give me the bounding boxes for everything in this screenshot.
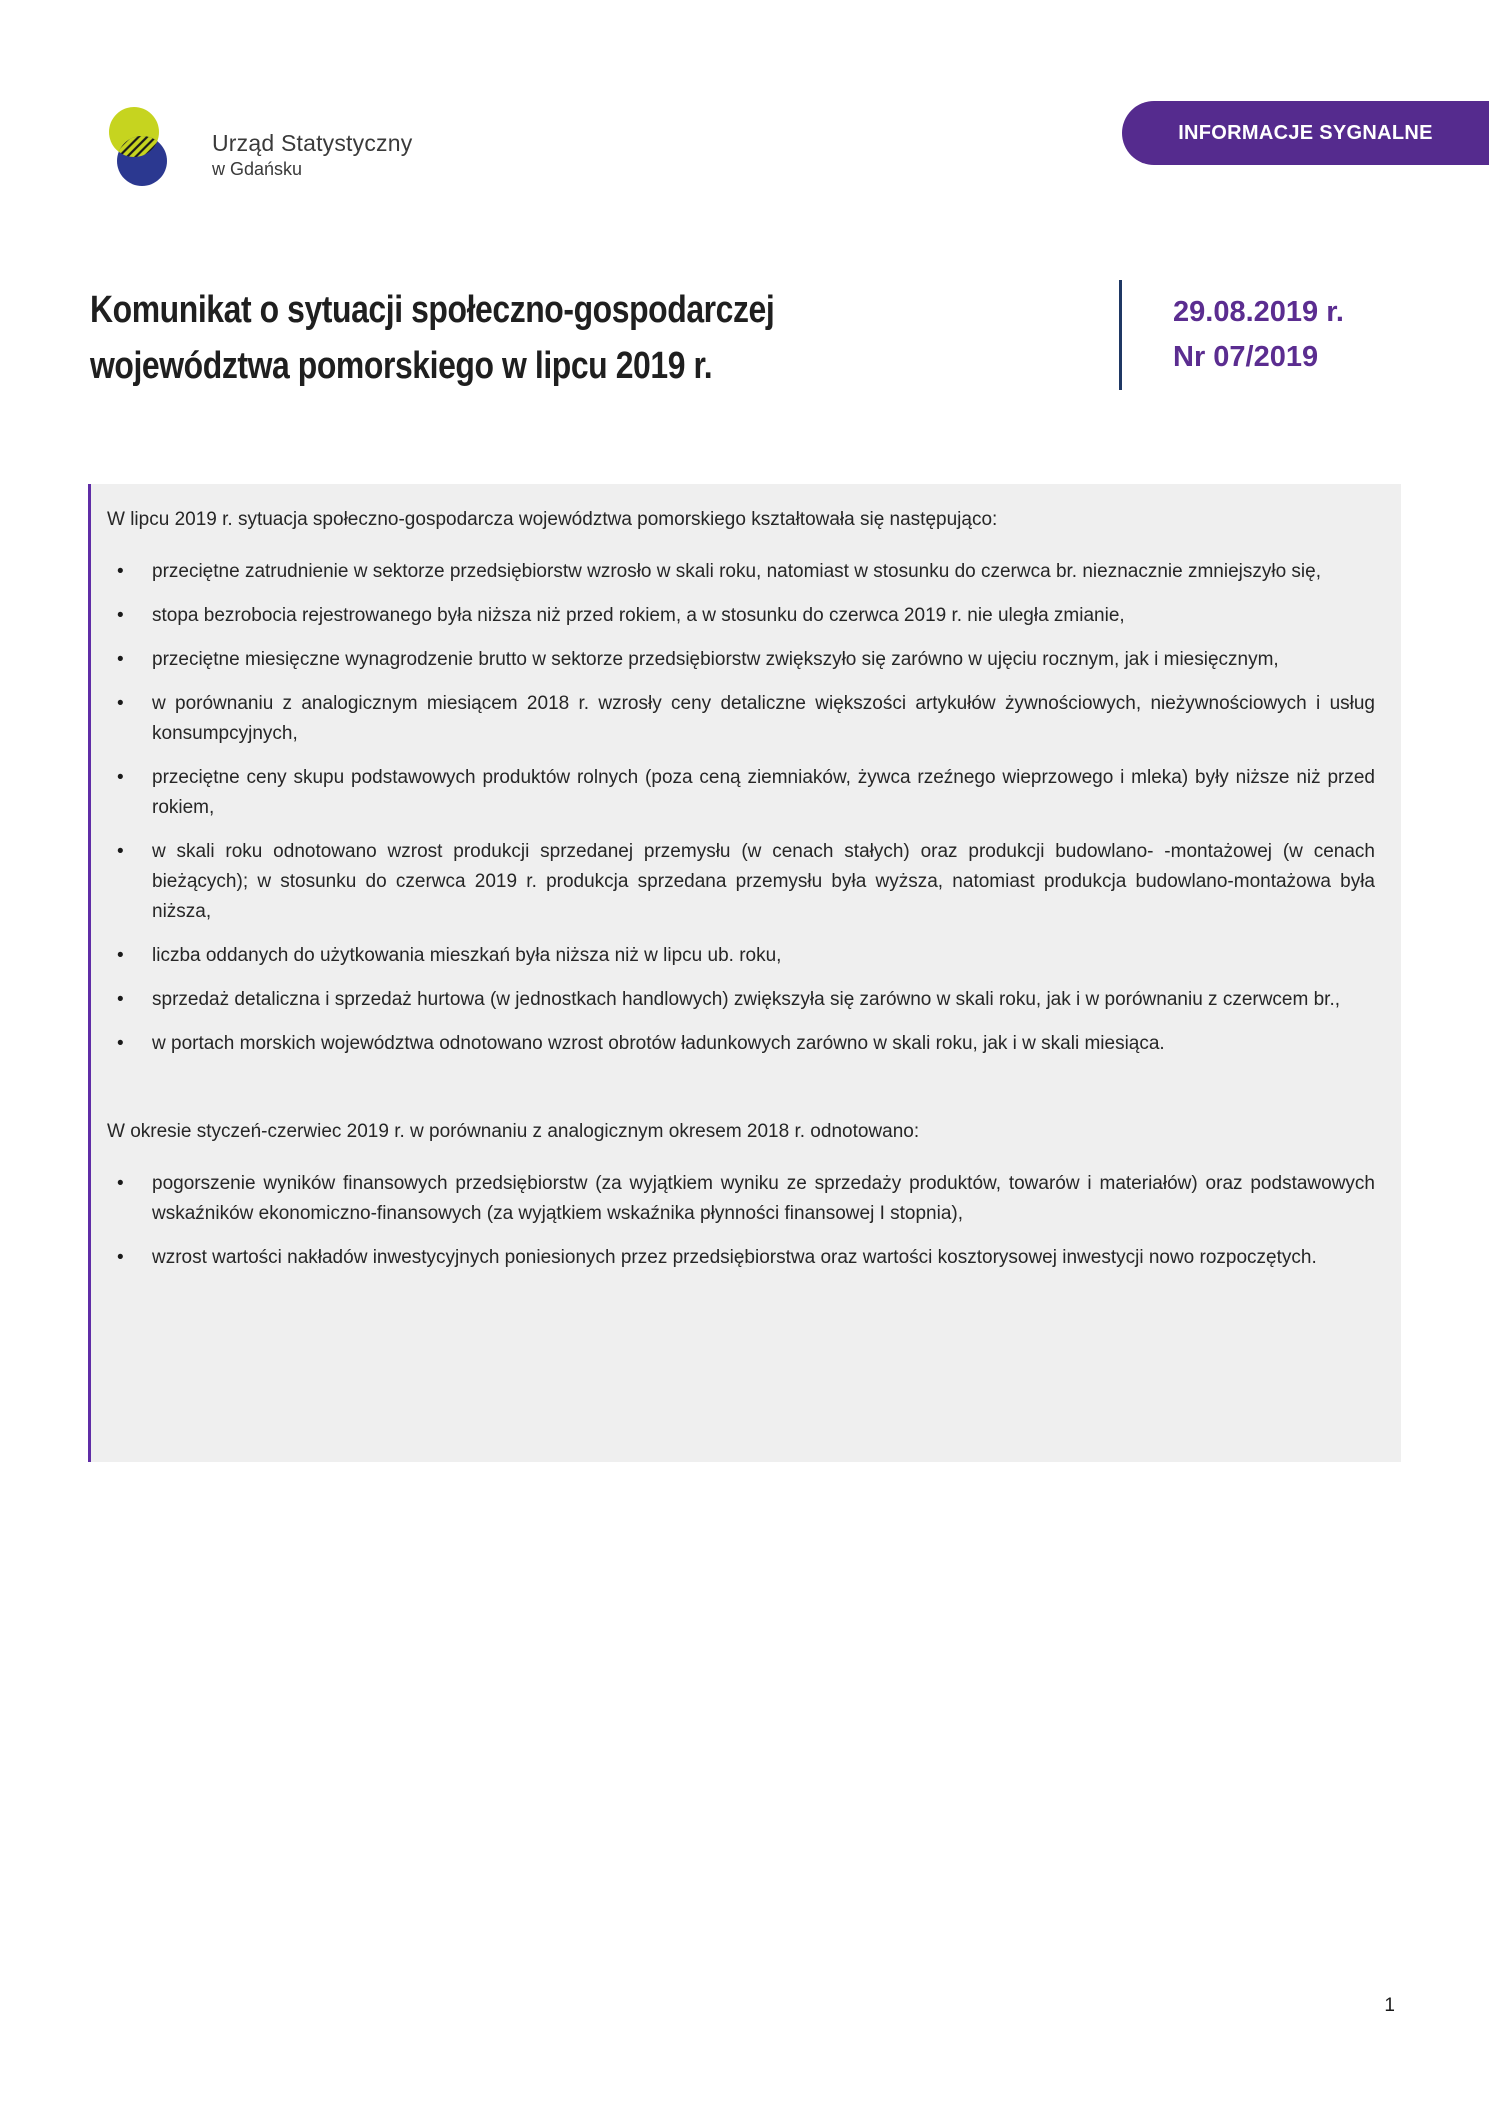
summary-bullet-list-july xyxy=(107,557,1375,1059)
bullet-dot: • xyxy=(117,767,124,788)
office-logo-text xyxy=(212,130,412,180)
bullet-text: w porównaniu z analogicznym miesiącem 2018 r. wzrosły ceny detaliczne większości artykułów żywnościowych, nieżywnościowych i usług konsumpcyjnych, xyxy=(152,693,1375,744)
office-logo xyxy=(108,106,412,203)
bullet-text: liczba oddanych do użytkowania mieszkań była niższa niż w lipcu ub. roku, xyxy=(152,945,782,966)
bullet-text: wzrost wartości nakładów inwestycyjnych poniesionych przez przedsiębiorstwa oraz wartości kosztorysowej inwestycji nowo rozpoczętych. xyxy=(152,1247,1317,1268)
summary-bullet-list-halfyear xyxy=(107,1169,1375,1273)
list-item xyxy=(107,985,1375,1015)
list-item xyxy=(107,557,1375,587)
bullet-text: sprzedaż detaliczna i sprzedaż hurtowa (w jednostkach handlowych) zwiększyła się zarówno w skali roku, jak i w porównaniu z czerwcem br., xyxy=(152,989,1341,1010)
page-title-line2: województwa pomorskiego w lipcu 2019 r. xyxy=(90,345,713,387)
issue-number: Nr 07/2019 xyxy=(1173,341,1319,373)
bullet-text: w portach morskich województwa odnotowano wzrost obrotów ładunkowych zarówno w skali roku, jak i w skali miesiąca. xyxy=(152,1033,1165,1054)
list-item xyxy=(107,837,1375,927)
title-divider-line xyxy=(1119,280,1122,390)
office-location: w Gdańsku xyxy=(212,158,303,179)
bullet-text: pogorszenie wyników finansowych przedsiębiorstw (za wyjątkiem wyniku ze sprzedaży produktów, towarów i materiałów) oraz podstawowych wskaźników ekonomiczno-finansowych (za wyjątkiem wskaźnika płynności finansowej I stopnia), xyxy=(152,1173,1375,1224)
list-item xyxy=(107,1243,1375,1273)
date-issue-block xyxy=(1173,290,1344,380)
bullet-dot: • xyxy=(117,649,124,670)
bullet-dot: • xyxy=(117,989,124,1010)
bullet-dot: • xyxy=(117,605,124,626)
page-number: 1 xyxy=(1384,1995,1395,2016)
list-item xyxy=(107,645,1375,675)
bullet-dot: • xyxy=(117,693,124,714)
page-title xyxy=(90,282,774,394)
badge-label: INFORMACJE SYGNALNE xyxy=(1178,121,1433,144)
office-name: Urząd Statystyczny xyxy=(212,129,413,156)
publication-date: 29.08.2019 r. xyxy=(1173,296,1344,328)
bullet-dot: • xyxy=(117,561,124,582)
office-logo-icon xyxy=(108,106,200,203)
page-title-line1: Komunikat o sytuacji społeczno-gospodarczej xyxy=(90,289,775,331)
bullet-dot: • xyxy=(117,945,124,966)
list-item xyxy=(107,941,1375,971)
list-item xyxy=(107,1169,1375,1229)
summary-intro-halfyear: W okresie styczeń-czerwiec 2019 r. w porównaniu z analogicznym okresem 2018 r. odnotowano: xyxy=(107,1121,920,1142)
signal-information-badge xyxy=(1122,101,1489,165)
bullet-text: przeciętne ceny skupu podstawowych produktów rolnych (poza ceną ziemniaków, żywca rzeźnego wieprzowego i mleka) były niższe niż przed rokiem, xyxy=(152,767,1375,818)
bullet-dot: • xyxy=(117,1247,124,1268)
bullet-dot: • xyxy=(117,1173,124,1194)
bullet-text: przeciętne zatrudnienie w sektorze przedsiębiorstw wzrosło w skali roku, natomiast w stosunku do czerwca br. nieznacznie zmniejszyło się, xyxy=(152,561,1322,582)
bullet-dot: • xyxy=(117,1033,124,1054)
list-item xyxy=(107,689,1375,749)
list-item xyxy=(107,763,1375,823)
list-item xyxy=(107,1029,1375,1059)
summary-box xyxy=(88,484,1401,1462)
list-item xyxy=(107,601,1375,631)
bullet-text: przeciętne miesięczne wynagrodzenie brutto w sektorze przedsiębiorstw zwiększyło się zarówno w ujęciu rocznym, jak i miesięcznym, xyxy=(152,649,1279,670)
bullet-text: w skali roku odnotowano wzrost produkcji sprzedanej przemysłu (w cenach stałych) oraz produkcji budowlano- -montażowej (w cenach bieżących); w stosunku do czerwca 2019 r. produkcja sprzedana przemysłu była wyższa, natomiast produkcja budowlano-montażowa była niższa, xyxy=(152,841,1375,922)
summary-intro-july: W lipcu 2019 r. sytuacja społeczno-gospodarcza województwa pomorskiego kształtowała się następująco: xyxy=(107,509,998,530)
bullet-dot: • xyxy=(117,841,124,862)
bullet-text: stopa bezrobocia rejestrowanego była niższa niż przed rokiem, a w stosunku do czerwca 2019 r. nie uległa zmianie, xyxy=(152,605,1125,626)
